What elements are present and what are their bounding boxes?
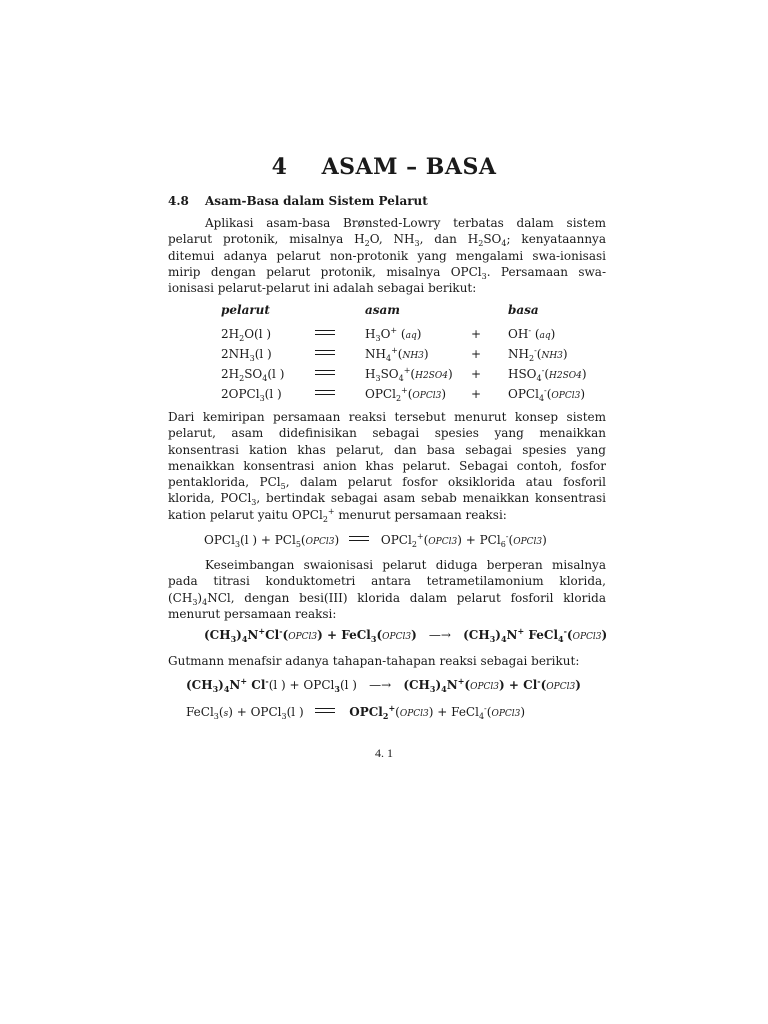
- table-row: $2NH_3(l$ ) $NH_4^+(NH3)$ + $NH_2^-(NH3)$: [221, 346, 568, 363]
- equilibrium-arrow-icon: [315, 328, 337, 338]
- section-heading: [168, 194, 428, 208]
- equilibrium-arrow-icon: [315, 348, 337, 358]
- reaction-arrow-icon: —→: [428, 628, 451, 642]
- paragraph-4: Gutmann menafsir adanya tahapan-tahapan reaksi sebagai berikut:: [168, 654, 580, 668]
- table-row: $2H_2SO_4(l$ ) $H_3SO_4^+(H2SO4)$ + $HSO_4^-(H2SO4)$: [221, 366, 587, 383]
- equation-3: $(CH_3)_4N^+$ Cl-(l ) + OPCl$_3$(l ) —→ $(CH_3)_4N^+(OPCl3)$ + Cl-(OPCl3): [186, 676, 581, 694]
- section-title: Asam-Basa dalam Sistem Pelarut: [205, 194, 428, 208]
- paragraph-1: Aplikasi asam-basa Brønsted-Lowry terbatas dalam sistem pelarut protonik, misalnya $H_2O$, $NH_3$, dan $H_2SO_4$; kenyataannya ditemui adanya pelarut non-protonik yang mengalami swa-ionisasi mirip dengan pelarut protonik, misalnya OPCl$_3$. Persamaan swa-ionisasi pelarut-pelarut ini adalah sebagai berikut:: [168, 216, 606, 296]
- page-number: 4. 1: [375, 746, 393, 760]
- equilibrium-arrow-icon: [315, 706, 337, 716]
- equilibrium-arrow-icon: [315, 388, 337, 398]
- equation-2: $(CH_3)_4N^+Cl^-(OPCl3)$ + FeCl$_3$(OPCl3) —→ $(CH_3)_4N^+$ FeCl$_4$-(OPCl3): [204, 626, 608, 644]
- equation-1: OPCl$_3$(l ) + PCl$_5$(OPCl3) OPCl$_2$+(OPCl3) + PCl$_6$-(OPCl3): [204, 532, 547, 549]
- equilibrium-arrow-icon: [349, 534, 371, 544]
- chapter-number: 4: [271, 154, 288, 180]
- chapter-title: [0, 154, 768, 180]
- reaction-arrow-icon: —→: [369, 678, 392, 692]
- section-number: 4.8: [168, 194, 189, 208]
- equilibrium-arrow-icon: [315, 368, 337, 378]
- table-row: $2H_2O(l$ ) $H_3O^+$ (aq) + OH- (aq): [221, 326, 556, 343]
- paragraph-2: Dari kemiripan persamaan reaksi tersebut menurut konsep sistem pelarut, asam didefinisikan sebagai spesies yang menaikkan konsentrasi kation khas pelarut, dan basa sebagai spesies yang menaikkan konsentrasi anion khas pelarut. Sebagai contoh, fosfor pentaklorida, PCl$_5$, dalam pelarut fosfor oksiklorida atau fosforil klorida, POCl$_3$, bertindak sebagai asam sebab menaikkan konsentrasi kation pelarut yaitu OPCl$_2$+ menurut persamaan reaksi:: [168, 410, 606, 524]
- paragraph-3: Keseimbangan swaionisasi pelarut diduga berperan misalnya pada titrasi konduktometri antara tetrametilamonium klorida, $(CH_3)_4NCl$, dengan besi(III) klorida dalam pelarut fosforil klorida menurut persamaan reaksi:: [168, 558, 606, 621]
- equation-4: FeCl$_3$(s) + OPCl$_3$(l ) OPCl$_2$+(OPCl3) + FeCl$_4$-(OPCl3): [186, 703, 526, 721]
- table-row: 2OPCl$_3$(l ) OPCl$_2$+(OPCl3) + OPCl$_4$-(OPCl3): [221, 386, 586, 403]
- chapter-name: ASAM – BASA: [321, 154, 497, 180]
